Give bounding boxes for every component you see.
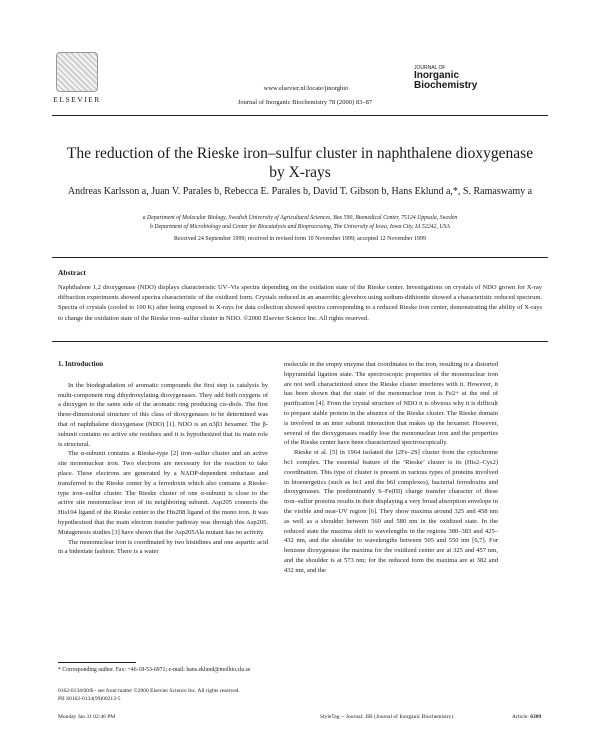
journal-logo (414, 65, 494, 91)
copyright-line: 0162-0134/00/$ - see front matter ©2000 Elsevier Science Inc. All rights reserved. (58, 688, 240, 694)
paragraph: The α-subunit contains a Rieske-type [2] iron–sulfur cluster and an active site mononuclear iron. Two electrons are necessary for the reaction to take place. These electrons are generated by a NADP-dependent reductase and transferred to the Rieske center by a ferredoxin which also contains a Rieske-type iron–sulfur cluster. The Rieske cluster of one α-subunit is close to the active site mononuclear iron of its neighboring subunit. Asp205 connects the His104 ligand of the Rieske center to the His208 ligand of the mono iron. It was hypothesized that the main electron transfer pathway was through this Asp205. Mutagenesis studies [3] have shown that the Asp205Ala mutant has no activity. (58, 450, 268, 536)
body-column-right (284, 360, 498, 576)
paragraph: The mononuclear iron is coordinated by two histidines and one aspartic acid in a bidentate fashion. There is a water (58, 538, 268, 556)
section-heading: 1. Introduction (58, 360, 103, 368)
abstract-heading: Abstract (58, 268, 86, 277)
journal-citation: Journal of Inorganic Biochemistry 78 (2000) 83–87 (237, 99, 373, 106)
affiliation-b: b Department of Microbiology and Center for Biocatalysis and Bioprocessing, The University of Iowa, Iowa City, IA 52242, USA (150, 224, 450, 230)
footer-styletag: StyleTag -- Journal: JIB (Journal of Inorganic Biochemistry) (320, 714, 454, 720)
footer-timestamp: Monday Jan 31 02:46 PM (58, 714, 116, 720)
received-dates: Received 24 September 1999; received in revised form 10 November 1999; accepted 12 November 1999 (174, 236, 426, 242)
elsevier-logo (52, 52, 102, 104)
paragraph: Rieske et al. [5] in 1964 isolated the [2Fe–2S] cluster from the cytochrome bc1 complex. The essential feature of the ‘Rieske’ cluster is its (His2–Cys2) coordination. This type of cluster is present in various types of proteins involved in bioenergetics (such as bc1 and the b6f complexes), bacterial ferredoxins and dioxygenases. The predominantly S–Fe(III) charge transfer character of these iron–sulfur proteins results in their displaying a very broad absorption envelope in the visible and near-UV region [6]. They show maxima around 325 and 458 nm as well as a shoulder between 560 and 580 nm in the oxidized state. In the reduced state the maxima shift to wavelengths in the regions 380–383 and 425–432 nm, and the shoulder to wavelengths between 505 and 550 nm [6,7]. For benzene dioxygenase the maxima for the oxidized center are at 325 and 457 nm, and the shoulder is at 573 nm; for the reduced form the maxima are at 382 and 432 nm, and the (284, 449, 498, 574)
footer-article-id: 6309 (530, 714, 542, 720)
pii-line: PII S0162-0134(99)00213-5 (58, 696, 121, 702)
footer-article-label: Article: (512, 714, 529, 720)
affiliation-a: a Department of Molecular Biology, Swedish University of Agricultural Sciences, Box 590, Biomedical Center, 75124 Uppsala, Sweden (142, 215, 458, 221)
copyright-block (58, 687, 288, 703)
author-list: Andreas Karlsson a, Juan V. Parales b, Rebecca E. Parales b, David T. Gibson b, Hans Eklund a,*, S. Ramaswamy a (67, 186, 533, 197)
affiliations (60, 214, 540, 232)
footnote-rule (58, 662, 136, 663)
abstract-text: Naphthalene 1,2 dioxygenase (NDO) displays characteristic UV–Vis spectra depending on the oxidation state of the Rieske center. Investigations on crystals of NDO grown for X-ray diffraction experiments showed spectra characteristic of the oxidized form. Crystals reduced in an anaerobic glovebox using sodium-dithionite showed a characteristic reduced spectrum. Spectra of crystals (cooled to 100 K) after being exposed to X-rays for data collection showed spectra corresponding to a reduced Rieske iron center, demonstrating the ability of X-rays to change the oxidation state of the Rieske iron–sulfur cluster in NDO. ©2000 Elsevier Science Inc. All rights reserved. (58, 284, 542, 322)
footer-article (512, 714, 541, 720)
publisher-name: ELSEVIER (53, 95, 101, 104)
abstract-rule-top (52, 257, 548, 258)
journal-logo-prefix: JOURNAL OF (414, 65, 446, 71)
paragraph: In the biodegradation of aromatic compounds the first step is catalysis by multi-component ring dihydroxylating dioxygenases. They add both oxygens of a dioxygen to the same side of the aromatic ring producing cis-diols. The first three-dimensional structure of this class of dioxygenases to be determined was that of naphthalene dioxygenase (NDO) [1]. NDO is an α3β3 hexamer. The β-subunit contains no active site residues and it is hypothesized that its main role is structural. (58, 381, 268, 448)
paragraph: molecule in the empty enzyme that coordinates to the iron, resulting in a distorted bipyramidal ligation state. The spectroscopic properties of the mononuclear iron are not well characterized since the Rieske cluster interferes with it. However, it has been shown that the state of the mononuclear iron is Fe2+ at the end of purification [4]. From the crystal structure of NDO it is obvious why it is difficult to prepare stable protein in the absence of the Rieske cluster. The Rieske domain is involved in an inter subunit interaction that makes up the hexamer. However, several of the dioxygenases readily lose the mononuclear iron and the properties of the Rieske center have been characterized spectroscopically. (284, 361, 498, 447)
journal-url[interactable]: www.elsevier.nl/locate/jinorgbio (263, 85, 349, 92)
tree-logo-icon (56, 52, 98, 92)
abstract-rule-bottom (52, 341, 548, 342)
corresponding-author-footnote: * Corresponding author. Fax: +46-18-53-6971; e-mail: hans.eklund@molbio.slu.se (58, 667, 251, 673)
header-rule (52, 115, 548, 116)
journal-logo-line2: Biochemistry (414, 80, 478, 91)
body-column-left (58, 360, 268, 557)
journal-logo-line1: Inorganic (414, 70, 460, 81)
article-title: The reduction of the Rieske iron–sulfur cluster in naphthalene dioxygenase by X-rays (66, 145, 534, 181)
